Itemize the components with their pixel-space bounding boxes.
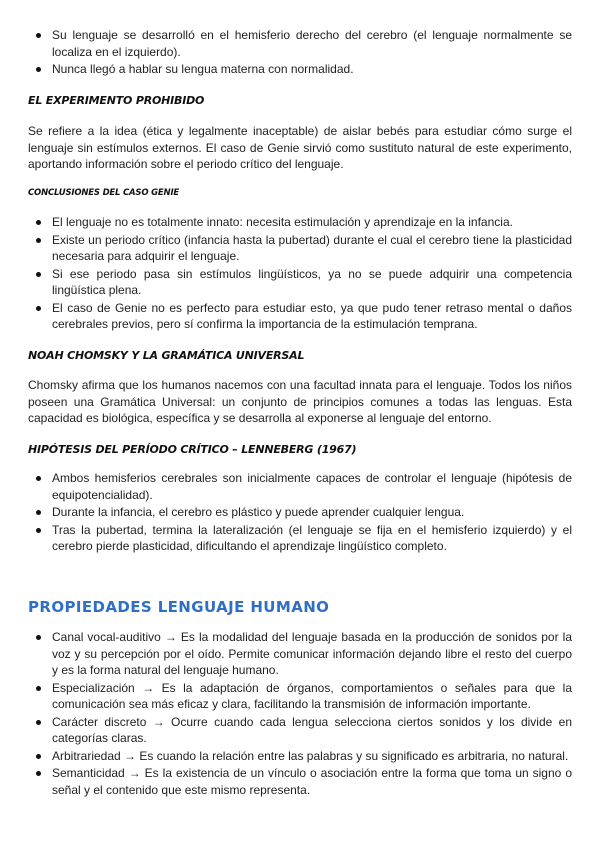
paragraph-experimento: Se refiere a la idea (ética y legalmente inaceptable) de aislar bebés para estudiar cómo surge el lenguaje sin estímulos externos. El caso de Genie sirvió como sustituto natural de este experimento, aportando información sobre el periodo crítico del lenguaje.: [28, 124, 572, 171]
list-item: Semanticidad → Es la existencia de un vínculo o asociación entre la forma que toma un signo o señal y el contenido que este mismo representa.: [0, 765, 600, 798]
list-item: El lenguaje no es totalmente innato: necesita estimulación y aprendizaje en la infancia.: [0, 214, 600, 231]
conclusiones-list: [0, 214, 600, 334]
list-item: Carácter discreto → Ocurre cuando cada lengua selecciona ciertos sonidos y los divide en categorías claras.: [0, 714, 600, 747]
hipotesis-list: [0, 470, 600, 556]
heading-conclusiones: CONCLUSIONES DEL CASO GENIE: [28, 188, 180, 198]
list-item: Arbitrariedad → Es cuando la relación entre las palabras y su significado es arbitraria, no natural.: [0, 748, 600, 765]
heading-propiedades: PROPIEDADES LENGUAJE HUMANO: [28, 598, 330, 616]
list-item: Su lenguaje se desarrolló en el hemisferio derecho del cerebro (el lenguaje normalmente se localiza en el izquierdo).: [0, 27, 600, 60]
heading-experimento: EL EXPERIMENTO PROHIBIDO: [28, 94, 205, 107]
heading-hipotesis: HIPÓTESIS DEL PERÍODO CRÍTICO – LENNEBERG (1967): [28, 443, 357, 456]
list-item: Ambos hemisferios cerebrales son inicialmente capaces de controlar el lenguaje (hipótesis de equipotencialidad).: [0, 470, 600, 503]
propiedades-list: [0, 629, 600, 799]
list-item: Si ese periodo pasa sin estímulos lingüísticos, ya no se puede adquirir una competencia lingüística plena.: [0, 266, 600, 299]
list-item: Especialización → Es la adaptación de órganos, comportamientos o señales para que la comunicación sea más eficaz y clara, facilitando la transmisión de información importante.: [0, 680, 600, 713]
list-item: Existe un periodo crítico (infancia hasta la pubertad) durante el cual el cerebro tiene la plasticidad necesaria para adquirir el lenguaje.: [0, 232, 600, 265]
heading-chomsky: NOAH CHOMSKY Y LA GRAMÁTICA UNIVERSAL: [28, 349, 305, 362]
paragraph-chomsky: Chomsky afirma que los humanos nacemos con una facultad innata para el lenguaje. Todos los niños poseen una Gramática Universal: un conjunto de principios comunes a todas las lenguas. Esta capacidad es biológica, específica y se desarrolla al exponerse al lenguaje del entorno.: [28, 378, 572, 425]
list-item: El caso de Genie no es perfecto para estudiar esto, ya que pudo tener retraso mental o daños cerebrales previos, pero sí confirma la importancia de la estimulación temprana.: [0, 300, 600, 333]
intro-list: [0, 27, 600, 79]
list-item: Nunca llegó a hablar su lengua materna con normalidad.: [0, 61, 600, 78]
list-item: Tras la pubertad, termina la lateralización (el lenguaje se fija en el hemisferio izquierdo) y el cerebro pierde plasticidad, dificultando el aprendizaje lingüístico completo.: [0, 522, 600, 555]
list-item: Durante la infancia, el cerebro es plástico y puede aprender cualquier lengua.: [0, 504, 600, 521]
list-item: Canal vocal-auditivo → Es la modalidad del lenguaje basada en la producción de sonidos por la voz y su percepción por el oído. Permite comunicar información dejando libre el resto del cuerpo y es la forma natural del lenguaje humano.: [0, 629, 600, 679]
